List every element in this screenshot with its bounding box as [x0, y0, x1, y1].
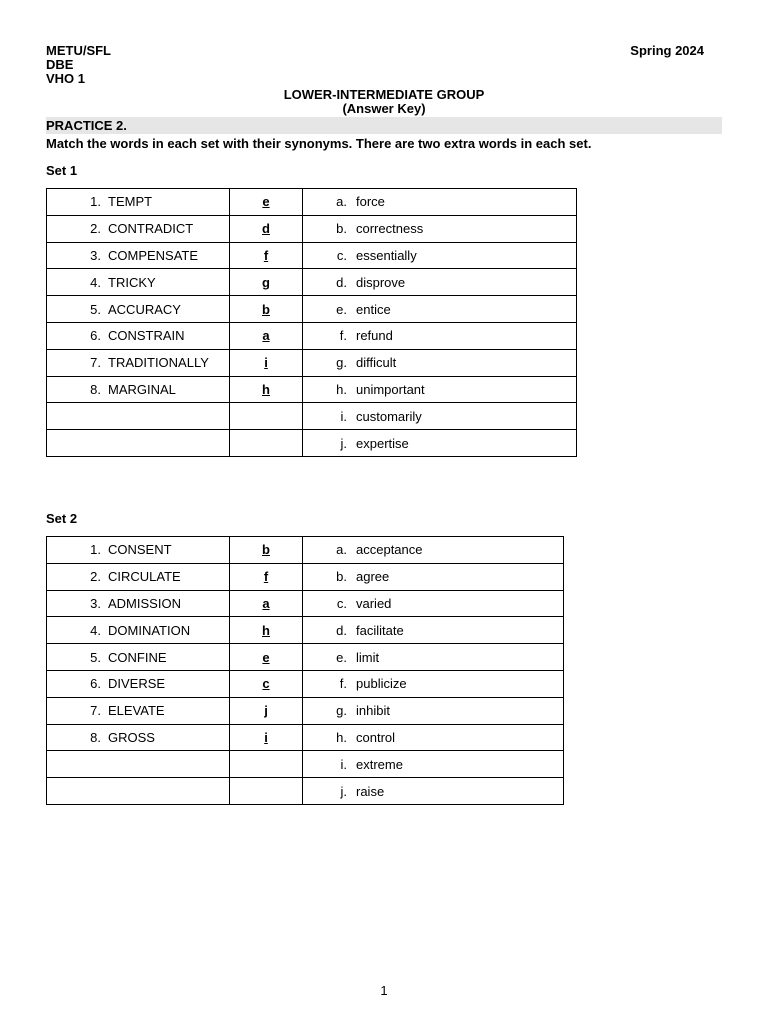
table-row: [47, 322, 577, 349]
answer-cell: e: [230, 644, 303, 671]
item-word: MARGINAL: [108, 381, 176, 397]
answer-cell: a: [230, 322, 303, 349]
header-term: Spring 2024: [630, 43, 704, 58]
word-cell: [47, 537, 230, 564]
synonym-letter: i.: [340, 756, 347, 772]
synonym-word: facilitate: [356, 622, 404, 638]
synonym-word: force: [356, 194, 385, 210]
word-cell: [47, 590, 230, 617]
synonym-word: publicize: [356, 676, 407, 692]
synonym-word: agree: [356, 569, 390, 585]
answer-cell: g: [230, 269, 303, 296]
table-row: [47, 670, 564, 697]
item-word: TRICKY: [108, 274, 156, 290]
answer-cell: e: [230, 189, 303, 216]
synonym-cell: [303, 778, 564, 805]
synonym-word: unimportant: [356, 381, 425, 397]
synonym-word: extreme: [356, 756, 403, 772]
synonym-letter: c.: [336, 595, 347, 611]
synonym-word: acceptance: [356, 542, 423, 558]
synonym-cell: [303, 617, 564, 644]
answer-cell: [230, 751, 303, 778]
answer-cell: b: [230, 537, 303, 564]
set1-table: [46, 188, 577, 457]
word-cell: [47, 189, 230, 216]
synonym-letter: h.: [336, 381, 347, 397]
synonym-word: customarily: [356, 408, 422, 424]
synonym-letter: d.: [336, 622, 347, 638]
synonym-cell: [303, 563, 564, 590]
synonym-letter: d.: [336, 274, 347, 290]
synonym-word: essentially: [356, 247, 417, 263]
item-word: DIVERSE: [108, 676, 166, 692]
item-word: CONTRADICT: [108, 221, 194, 237]
synonym-letter: i.: [340, 408, 347, 424]
answer-cell: [230, 430, 303, 457]
header-left-block: [46, 44, 111, 86]
page-title: LOWER-INTERMEDIATE GROUP: [283, 87, 485, 102]
synonym-word: disprove: [356, 274, 406, 290]
synonym-cell: [303, 269, 577, 296]
synonym-word: correctness: [356, 221, 424, 237]
table-row: [47, 778, 564, 805]
answer-cell: i: [230, 724, 303, 751]
word-cell: [47, 563, 230, 590]
table-row: [47, 644, 564, 671]
synonym-cell: [303, 349, 577, 376]
synonym-cell: [303, 697, 564, 724]
item-number: 1.: [90, 194, 101, 210]
table-row: [47, 590, 564, 617]
item-word: GROSS: [108, 729, 155, 745]
set2-heading: Set 2: [46, 511, 78, 526]
synonym-letter: j.: [340, 783, 347, 799]
item-word: TEMPT: [108, 194, 153, 210]
answer-cell: h: [230, 617, 303, 644]
synonym-cell: [303, 537, 564, 564]
answer-cell: [230, 778, 303, 805]
synonym-cell: [303, 189, 577, 216]
synonym-word: refund: [356, 328, 393, 344]
synonym-letter: f.: [339, 328, 347, 344]
word-cell: [47, 322, 230, 349]
synonym-word: varied: [356, 595, 392, 611]
word-cell: [47, 215, 230, 242]
synonym-cell: [303, 242, 577, 269]
synonym-cell: [303, 644, 564, 671]
item-number: 4.: [90, 622, 101, 638]
item-number: 5.: [90, 649, 101, 665]
table-row: [47, 242, 577, 269]
item-number: 4.: [90, 274, 101, 290]
item-word: ADMISSION: [108, 595, 181, 611]
synonym-letter: a.: [336, 542, 347, 558]
item-word: COMPENSATE: [108, 247, 199, 263]
answer-cell: h: [230, 376, 303, 403]
synonym-letter: h.: [336, 729, 347, 745]
answer-cell: j: [230, 697, 303, 724]
synonym-cell: [303, 403, 577, 430]
answer-cell: f: [230, 242, 303, 269]
table-row: [47, 189, 577, 216]
synonym-word: limit: [356, 649, 380, 665]
synonym-cell: [303, 751, 564, 778]
table-row: [47, 724, 564, 751]
answer-cell: f: [230, 563, 303, 590]
table-row: [47, 563, 564, 590]
page-subtitle: (Answer Key): [342, 101, 426, 116]
synonym-cell: [303, 724, 564, 751]
table-row: [47, 215, 577, 242]
item-word: CONSENT: [108, 542, 172, 558]
synonym-letter: b.: [336, 221, 347, 237]
item-number: 3.: [90, 247, 101, 263]
word-cell: [47, 269, 230, 296]
synonym-word: inhibit: [356, 703, 390, 719]
synonym-letter: b.: [336, 569, 347, 585]
synonym-letter: e.: [336, 649, 347, 665]
item-number: 5.: [90, 301, 101, 317]
table-row: [47, 403, 577, 430]
synonym-word: raise: [356, 783, 385, 799]
item-word: CIRCULATE: [108, 569, 181, 585]
answer-cell: i: [230, 349, 303, 376]
header-line-dept: DBE: [46, 57, 74, 72]
item-word: TRADITIONALLY: [108, 355, 209, 371]
practice-instruction: Match the words in each set with their synonyms. There are two extra words in each set.: [46, 136, 592, 151]
practice-bar: [46, 117, 722, 134]
item-word: DOMINATION: [108, 622, 191, 638]
item-number: 1.: [90, 542, 101, 558]
table-row: [47, 349, 577, 376]
word-cell: [47, 751, 230, 778]
item-number: 2.: [90, 221, 101, 237]
synonym-letter: g.: [336, 703, 347, 719]
answer-cell: [230, 403, 303, 430]
synonym-word: entice: [356, 301, 391, 317]
synonym-cell: [303, 322, 577, 349]
word-cell: [47, 778, 230, 805]
practice-label: PRACTICE 2.: [46, 118, 127, 133]
synonym-cell: [303, 296, 577, 323]
item-word: CONFINE: [108, 649, 167, 665]
table-row: [47, 296, 577, 323]
table-row: [47, 269, 577, 296]
table-row: [47, 376, 577, 403]
synonym-cell: [303, 215, 577, 242]
item-number: 2.: [90, 569, 101, 585]
word-cell: [47, 697, 230, 724]
synonym-letter: g.: [336, 355, 347, 371]
item-word: ELEVATE: [108, 703, 165, 719]
word-cell: [47, 617, 230, 644]
synonym-letter: j.: [340, 435, 347, 451]
header-line-code: VHO 1: [46, 71, 86, 86]
synonym-word: difficult: [356, 355, 397, 371]
table-row: [47, 537, 564, 564]
answer-cell: d: [230, 215, 303, 242]
synonym-cell: [303, 670, 564, 697]
synonym-letter: a.: [336, 194, 347, 210]
header-line-institution: METU/SFL: [46, 43, 111, 58]
synonym-cell: [303, 430, 577, 457]
table-row: [47, 617, 564, 644]
item-number: 6.: [90, 676, 101, 692]
item-number: 6.: [90, 328, 101, 344]
word-cell: [47, 376, 230, 403]
word-cell: [47, 670, 230, 697]
word-cell: [47, 430, 230, 457]
table-row: [47, 697, 564, 724]
word-cell: [47, 724, 230, 751]
set2-table: [46, 536, 564, 805]
synonym-cell: [303, 376, 577, 403]
answer-cell: b: [230, 296, 303, 323]
set1-heading: Set 1: [46, 163, 78, 178]
synonym-letter: e.: [336, 301, 347, 317]
item-number: 7.: [90, 355, 101, 371]
table-row: [47, 751, 564, 778]
answer-cell: a: [230, 590, 303, 617]
item-number: 8.: [90, 729, 101, 745]
synonym-letter: c.: [336, 247, 347, 263]
synonym-cell: [303, 590, 564, 617]
synonym-word: expertise: [356, 435, 409, 451]
item-number: 3.: [90, 595, 101, 611]
answer-cell: c: [230, 670, 303, 697]
word-cell: [47, 349, 230, 376]
word-cell: [47, 242, 230, 269]
page-number: 1: [380, 983, 388, 998]
table-row: [47, 430, 577, 457]
item-number: 7.: [90, 703, 101, 719]
item-number: 8.: [90, 381, 101, 397]
word-cell: [47, 403, 230, 430]
item-word: ACCURACY: [108, 301, 181, 317]
word-cell: [47, 644, 230, 671]
synonym-word: control: [356, 729, 396, 745]
synonym-letter: f.: [339, 676, 347, 692]
item-word: CONSTRAIN: [108, 328, 185, 344]
word-cell: [47, 296, 230, 323]
